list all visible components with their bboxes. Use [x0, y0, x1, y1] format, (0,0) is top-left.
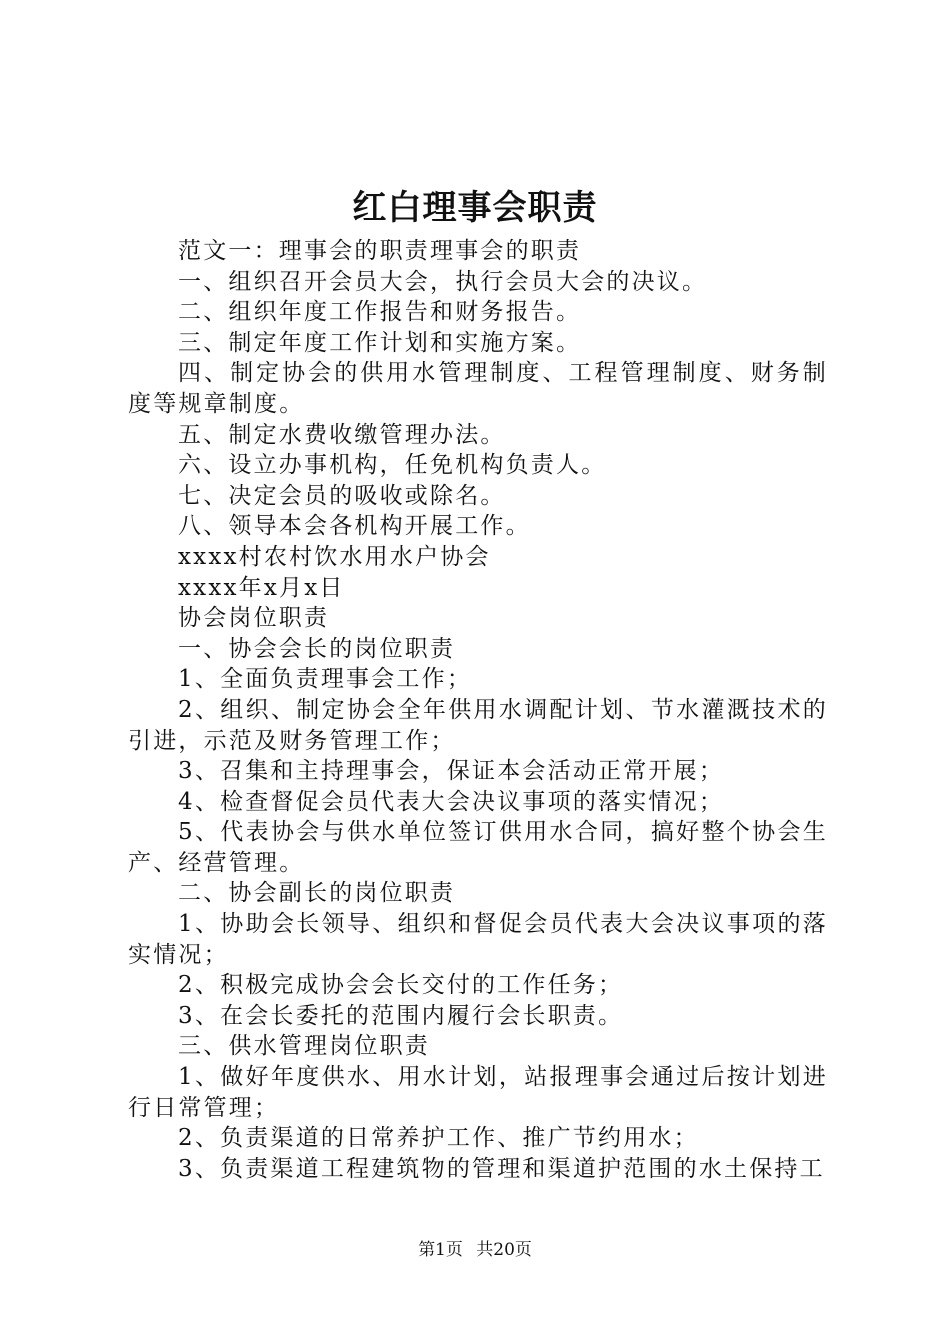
paragraph: 1、全面负责理事会工作；: [178, 666, 473, 693]
paragraph: 范文一：理事会的职责理事会的职责: [178, 238, 582, 264]
paragraph: 二、协会副长的岗位职责: [178, 880, 456, 907]
paragraph: 4、检查督促会员代表大会决议事项的落实情况；: [178, 788, 725, 815]
paragraph: xxxx村农村饮水用水户协会: [178, 543, 491, 570]
paragraph: 3、召集和主持理事会，保证本会活动正常开展；: [178, 758, 725, 785]
page-footer: [0, 1238, 950, 1262]
paragraph: 协会岗位职责: [178, 605, 330, 632]
paragraph: 三、制定年度工作计划和实施方案。: [178, 329, 582, 356]
paragraph: 一、协会会长的岗位职责: [178, 635, 456, 662]
document-body: [128, 236, 828, 1184]
page-number: 第1页: [418, 1240, 463, 1260]
paragraph: 5、代表协会与供水单位签订供用水合同，搞好整个协会生产、经营管理。: [128, 819, 828, 876]
paragraph: 四、制定协会的供用水管理制度、工程管理制度、财务制度等规章制度。: [128, 360, 828, 417]
paragraph: 2、组织、制定协会全年供用水调配计划、节水灌溉技术的引进，示范及财务管理工作；: [128, 696, 828, 754]
paragraph: 3、负责渠道工程建筑物的管理和渠道护范围的水土保持工: [178, 1155, 825, 1182]
paragraph: 三、供水管理岗位职责: [178, 1033, 430, 1060]
paragraph: 1、做好年度供水、用水计划，站报理事会通过后按计划进行日常管理；: [128, 1064, 828, 1121]
paragraph: 一、组织召开会员大会，执行会员大会的决议。: [178, 268, 708, 295]
paragraph: 3、在会长委托的范围内履行会长职责。: [178, 1002, 624, 1029]
paragraph: 七、决定会员的吸收或除名。: [178, 482, 506, 509]
paragraph: 六、设立办事机构，任免机构负责人。: [178, 452, 607, 479]
page-total: 共20页: [476, 1240, 532, 1260]
paragraph: 二、组织年度工作报告和财务报告。: [178, 299, 582, 326]
paragraph: 1、协助会长领导、组织和督促会员代表大会决议事项的落实情况；: [128, 911, 828, 968]
paragraph: 八、领导本会各机构开展工作。: [178, 513, 531, 540]
paragraph: xxxx年x月x日: [178, 574, 345, 601]
document-title: 红白理事会职责: [352, 188, 598, 228]
paragraph: 五、制定水费收缴管理办法。: [178, 421, 506, 448]
paragraph: 2、积极完成协会会长交付的工作任务；: [178, 972, 624, 999]
paragraph: 2、负责渠道的日常养护工作、推广节约用水；: [178, 1125, 699, 1152]
